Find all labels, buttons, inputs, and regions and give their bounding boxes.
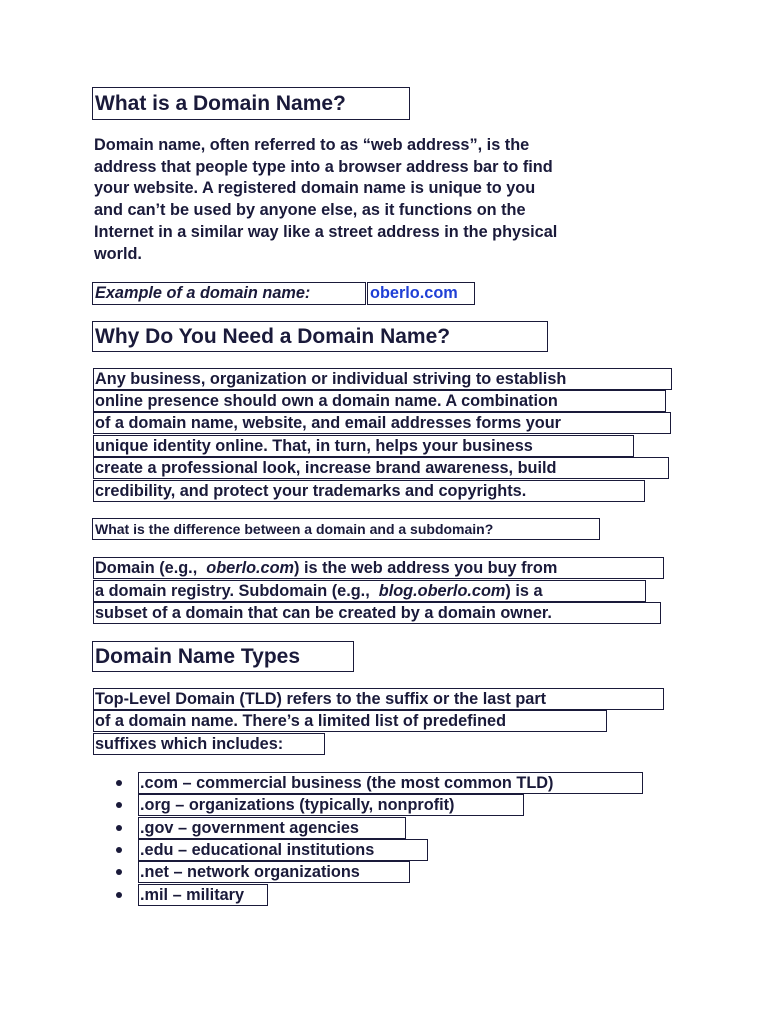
subdomain-question: What is the difference between a domain and a subdomain? [92,518,600,540]
why-line: credibility, and protect your trademarks and copyrights. [93,480,645,502]
bullet-icon [116,825,122,831]
text: Domain (e.g., [95,559,207,577]
bullet-icon [116,847,122,853]
domain-example: oberlo.com [206,559,295,577]
tld-line: suffixes which includes: [93,733,325,755]
why-line: unique identity online. That, in turn, helps your business [93,435,634,457]
bullet-icon [116,892,122,898]
why-line: online presence should own a domain name. A combination [93,390,666,412]
text: ) is the web address you buy from [294,559,558,577]
intro-line: address that people type into a browser address bar to find [94,157,553,176]
bullet-icon [116,780,122,786]
text: ) is a [505,582,543,600]
subdomain-line: subset of a domain that can be created by a domain owner. [93,602,661,624]
tld-list-item: .edu – educational institutions [138,839,428,861]
intro-line: Internet in a similar way like a street address in the physical [94,222,558,241]
tld-line: Top-Level Domain (TLD) refers to the suffix or the last part [93,688,664,710]
example-domain-link[interactable]: oberlo.com [367,282,475,305]
intro-line: your website. A registered domain name is unique to you [94,179,536,198]
heading-why-need-domain: Why Do You Need a Domain Name? [92,321,548,352]
tld-list-item: .net – network organizations [138,861,410,883]
bullet-icon [116,802,122,808]
heading-what-is-domain-name: What is a Domain Name? [92,87,410,120]
subdomain-example: blog.oberlo.com [378,582,506,600]
tld-list-item: .gov – government agencies [138,817,406,839]
intro-line: world. [94,244,142,263]
subdomain-line [93,557,664,579]
heading-domain-name-types: Domain Name Types [92,641,354,672]
subdomain-line [93,580,646,602]
why-line: create a professional look, increase brand awareness, build [93,457,669,479]
tld-list-item: .mil – military [138,884,268,906]
bullet-icon [116,869,122,875]
text: a domain registry. Subdomain (e.g., [95,582,379,600]
tld-line: of a domain name. There’s a limited list of predefined [93,710,607,732]
intro-line: Domain name, often referred to as “web address”, is the [94,136,530,154]
example-label: Example of a domain name: [92,282,366,305]
intro-paragraph [94,135,684,265]
tld-list-item: .com – commercial business (the most common TLD) [138,772,643,794]
tld-list-item: .org – organizations (typically, nonprofit) [138,794,524,816]
intro-line: and can’t be used by anyone else, as it functions on the [94,201,526,220]
why-line: of a domain name, website, and email addresses forms your [93,412,671,434]
why-line: Any business, organization or individual striving to establish [93,368,672,390]
